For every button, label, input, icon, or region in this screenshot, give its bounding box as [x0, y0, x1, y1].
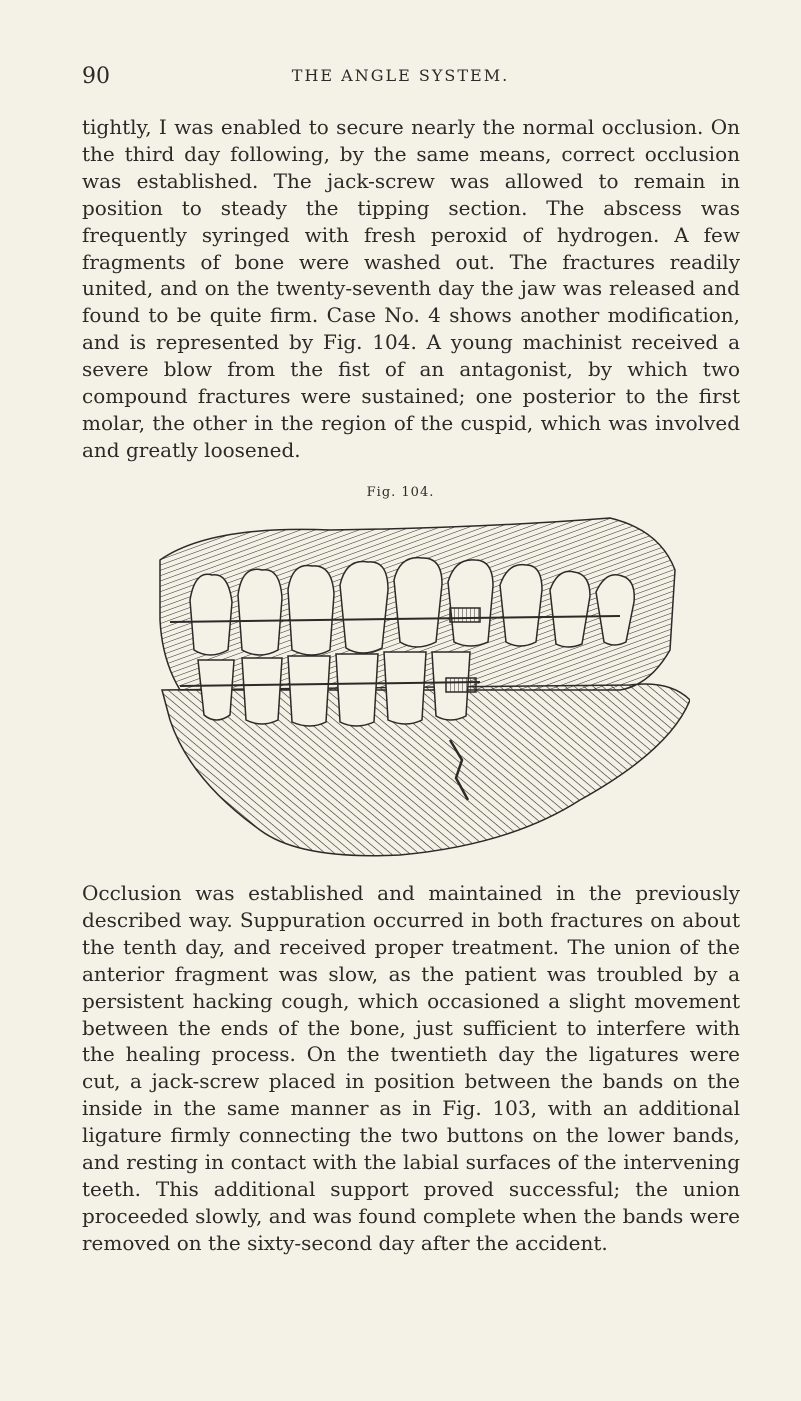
page-number: 90 — [82, 64, 110, 89]
body-paragraph-1: tightly, I was enabled to secure nearly the normal occlusion. On the third day following, by the same means, correct occlusion was established. The jack-screw was allowed to remain in position to steady the tipping section. The abscess was frequently syringed with fresh peroxid of hydrogen. A few fragments of bone were washed out. The fractures readily united, and on the twenty-seventh day the jaw was released and found to be quite firm. Case No. 4 shows another modification, and is represented by Fig. 104. A young machinist received a severe blow from the fist of an antagonist, by which two compound fractures were sustained; one posterior to the first molar, the other in the region of the cuspid, which was involved and greatly loosened. — [82, 115, 740, 462]
page-header — [82, 64, 719, 92]
figure-caption: Fig. 104. — [366, 485, 435, 500]
running-head: THE ANGLE SYSTEM. — [291, 66, 510, 85]
jaw-illustration — [150, 510, 690, 870]
jaw-engraving-icon — [150, 510, 690, 870]
body-paragraph-2: Occlusion was established and maintained in the previously described way. Suppuration occurred in both fractures on about the tenth day, and received proper treatment. The union of the anterior fragment was slow, as the patient was troubled by a persistent hacking cough, which occasioned a slight movement between the ends of the bone, just sufficient to interfere with the healing process. On the twentieth day the ligatures were cut, a jack-screw placed in position between the bands on the inside in the same manner as in Fig. 103, with an additional ligature firmly connecting the two buttons on the lower bands, and resting in contact with the labial surfaces of the intervening teeth. This additional support proved successful; the union proceeded slowly, and was found complete when the bands were removed on the sixty-second day after the accident. — [82, 881, 740, 1255]
